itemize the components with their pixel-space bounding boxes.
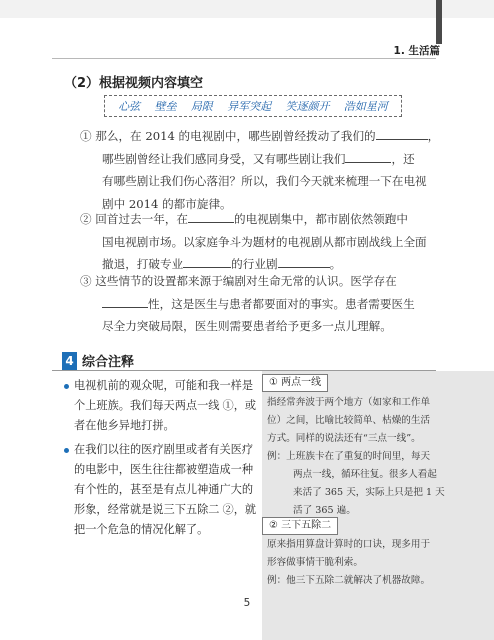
word-bank-item: 笑逐颜开: [285, 100, 330, 113]
exercise-line: ① 那么，在 2014 的电视剧中，哪些剧曾经拨动了我们的 ，: [80, 129, 440, 143]
exercise-line: 剧中 2014 的都市旋律。: [102, 196, 232, 211]
exercise-line: 有哪些剧让我们伤心落泪？所以，我们今天就来梳理一下在电视: [102, 174, 427, 188]
exercise-item-3: [80, 270, 438, 338]
exercise-line: 哪些剧曾经让我们感同身受，又有哪些剧让我们 ，还: [102, 151, 415, 166]
word-bank-item: 异军突起: [227, 100, 272, 113]
word-bank-item: 局限: [190, 100, 213, 113]
answer-blank[interactable]: [188, 210, 234, 223]
word-bank: [104, 95, 402, 117]
note-body-2: 原来指用算盘计算时的口诀，现多用于 形容做事情干脆利索。 例：他三下五除二就解决了机器故障。: [267, 539, 431, 586]
word-bank-item: 心弦: [118, 100, 141, 113]
exercise-line: 尽全力突破局限，医生则需要患者给予更多一点儿理解。: [102, 319, 392, 333]
top-band: [0, 0, 494, 18]
section-heading-title: 综合注释: [82, 355, 135, 370]
exercise-line: 撤退，打破专业 的行业剧 。: [102, 257, 342, 271]
answer-blank[interactable]: [278, 255, 330, 268]
bullet-item-1: 电视机前的观众呢，可能和我一样是 个上班族。我们每天两点一线 ①，或 者在他乡异地打拼。: [64, 376, 254, 436]
section-heading: [62, 351, 134, 370]
word-bank-item: 壁垒: [154, 100, 177, 113]
page-number: 5: [243, 597, 251, 609]
exercise-item-1: [80, 125, 438, 215]
answer-blank[interactable]: [102, 295, 148, 308]
chapter-label: 1. 生活篇: [393, 45, 440, 57]
note-title-2: ② 三下五除二: [262, 517, 338, 535]
note-title-1: ① 两点一线: [262, 374, 328, 392]
note-body-1: 指经常奔波于两个地方（如家和工作单 位）之间，比喻比较简单、枯燥的生活 方式。同样的说法还有“三点一线”。 例：上班族卡在了重复的时间里，每天 两点一线，循环往复。很多人看起 来活了 365 天，实际上只是把 1 天 活了 365 遍。: [267, 397, 445, 516]
word-bank-item: 浩如星河: [343, 100, 388, 113]
exercise-item-2: [80, 208, 438, 276]
chapter-tab-marker: [436, 0, 442, 44]
exercise-line: ③ 这些情节的设置都来源于编剧对生命无常的认识。医学存在: [80, 274, 397, 288]
bullet-dot-icon: [64, 448, 69, 453]
answer-blank[interactable]: [345, 150, 391, 163]
section-number-badge: 4: [62, 352, 77, 370]
bullet-dot-icon: [64, 384, 69, 389]
answer-blank[interactable]: [376, 127, 428, 140]
exercise-line: 性，这是医生与患者都要面对的事实。患者需要医生: [80, 293, 438, 316]
exercise-line: 国电视剧市场。以家庭争斗为题材的电视剧从都市剧战线上全面: [102, 234, 427, 249]
section-title: （2）根据视频内容填空: [64, 76, 204, 91]
bullet-item-2: 在我们以往的医疗剧里或者有关医疗 的电影中，医生往往都被塑造成一种 有个性的，甚至是有点儿神通广大的 形象，经常就是说三下五除二 ②，就 把一个危急的情况化解了。: [64, 440, 254, 540]
answer-blank[interactable]: [183, 255, 231, 268]
exercise-line: ② 回首过去一年，在 的电视剧集中，都市剧依然领跑中: [80, 212, 408, 226]
header-rule: [52, 58, 436, 59]
